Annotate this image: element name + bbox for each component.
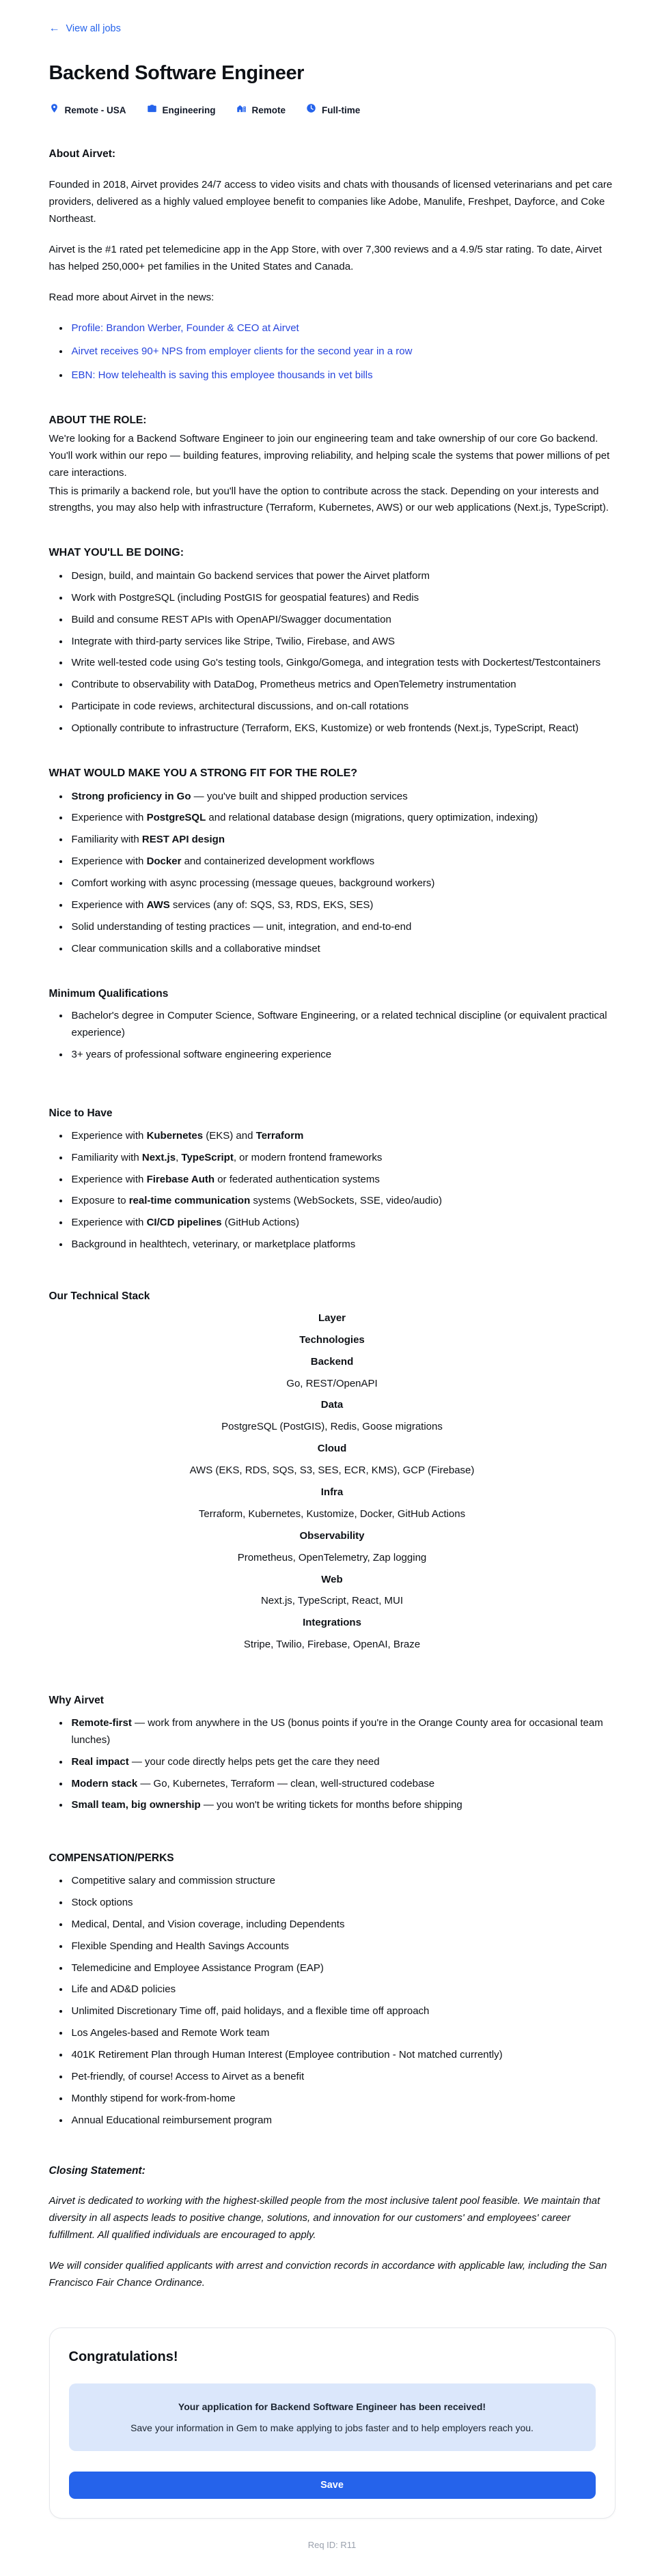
news-link[interactable]: Airvet receives 90+ NPS from employer clients for the second year in a row [71, 345, 413, 358]
compensation-perks-item: • Life and AD&D policies [70, 1981, 615, 1998]
role-heading: ABOUT THE ROLE: [49, 414, 147, 427]
compensation-perks-item: • Unlimited Discretionary Time off, paid holidays, and a flexible time off approach [70, 2003, 615, 2020]
news-list-item [70, 343, 615, 360]
technical-stack-line: AWS (EKS, RDS, SQS, S3, SES, ECR, KMS), GCP (Firebase) [189, 1464, 475, 1477]
technical-stack-line: Integrations [303, 1617, 361, 1629]
doing-list-item: • Integrate with third-party services like Stripe, Twilio, Firebase, and AWS [70, 634, 615, 651]
nice-to-have-heading: Nice to Have [49, 1107, 113, 1120]
role-paragraph-1: We're looking for a Backend Software Engineer to join our engineering team and take ownership of our core Go backend. You'll work within our repo — building features, improving reliability, and helping scale the systems that power millions of pet care interactions. [49, 432, 610, 479]
about-heading: About Airvet: [49, 148, 116, 160]
technical-stack-line: Cloud [317, 1443, 347, 1455]
news-links-list [49, 320, 615, 385]
technical-stack-line: Backend [310, 1355, 354, 1368]
doing-list-item: • Contribute to observability with DataDog, Prometheus metrics and OpenTelemetry instrumentation [70, 677, 615, 694]
briefcase-icon [147, 103, 157, 118]
fit-list [49, 789, 615, 958]
congratulations-title: Congratulations! [68, 2349, 178, 2364]
badge-employment-type [306, 103, 360, 118]
technical-stack-line: Observability [299, 1529, 365, 1542]
news-intro: Read more about Airvet in the news: [49, 291, 215, 303]
why-airvet-item: • Modern stack — Go, Kubernetes, Terraform — clean, well-structured codebase [70, 1776, 615, 1793]
why-airvet-item: • Real impact — your code directly helps pets get the care they need [70, 1754, 615, 1771]
news-link[interactable]: EBN: How telehealth is saving this employee thousands in vet bills [71, 369, 373, 382]
closing-paragraph-1: Airvet is dedicated to working with the highest-skilled people from the most inclusive talent pool feasible. We maintain that diversity in all aspects leads to positive change, solutions, and innovation for our customers' and employees' career fulfillment. All qualified individuals are encouraged to apply. [49, 2195, 600, 2241]
doing-list-item: • Participate in code reviews, architectural discussions, and on-call rotations [70, 698, 615, 716]
minimum-qualifications-list [49, 1008, 615, 1064]
compensation-perks-item: • Monthly stipend for work-from-home [70, 2091, 615, 2108]
compensation-perks-item: • Annual Educational reimbursement program [70, 2112, 615, 2129]
fit-list-item: • Clear communication skills and a collaborative mindset [70, 941, 615, 958]
technical-stack-table [49, 1310, 615, 1654]
fit-list-item: • Comfort working with async processing (message queues, background workers) [70, 875, 615, 892]
nice-to-have-list [49, 1128, 615, 1254]
application-received-subtext: Save your information in Gem to make applying to jobs faster and to help employers reach you. [130, 2422, 534, 2433]
building-icon [236, 103, 247, 118]
technical-stack-line: Infra [320, 1486, 344, 1498]
application-received-headline: Your application for Backend Software Engineer has been received! [178, 2401, 486, 2413]
compensation-perks-item: • Stock options [70, 1895, 615, 1912]
nice-to-have-item: • Background in healthtech, veterinary, or marketplace platforms [70, 1236, 615, 1254]
technical-stack-heading: Our Technical Stack [49, 1290, 150, 1303]
nice-to-have-item: • Experience with Kubernetes (EKS) and Terraform [70, 1128, 615, 1145]
badge-location [49, 103, 126, 118]
news-list-item [70, 367, 615, 384]
compensation-perks-list [49, 1873, 615, 2129]
req-id: Req ID: R11 [307, 2540, 357, 2551]
technical-stack-line: Prometheus, OpenTelemetry, Zap logging [237, 1551, 427, 1563]
closing-paragraph-2: We will consider qualified applicants with arrest and conviction records in accordance with applicable law, including the San Francisco Fair Chance Ordinance. [49, 2260, 607, 2289]
fit-list-item: • Experience with PostgreSQL and relational database design (migrations, query optimization, indexing) [70, 810, 615, 827]
location-pin-icon [49, 103, 59, 118]
minimum-qualifications-heading: Minimum Qualifications [49, 987, 169, 1000]
about-paragraph-1: Founded in 2018, Airvet provides 24/7 access to video visits and chats with thousands of licensed veterinarians and pet care providers, delivered as a highly valued employee benefit to companies like Adobe, Manulife, Freshpet, Dayforce, and Coke Northeast. [49, 179, 613, 225]
role-paragraph-2: This is primarily a backend role, but you'll have the option to contribute across the stack. Depending on your interests and strengths, you may also help with infrastructure (Terraform, Kubernetes, AWS) or our web applications (Next.js, TypeScript). [49, 485, 609, 514]
doing-list [49, 568, 615, 737]
nice-to-have-item: • Experience with CI/CD pipelines (GitHub Actions) [70, 1215, 615, 1232]
badge-location-label: Remote - USA [64, 105, 126, 116]
technical-stack-line: Technologies [299, 1333, 365, 1346]
compensation-perks-item: • Medical, Dental, and Vision coverage, including Dependents [70, 1916, 615, 1934]
fit-list-item: • Familiarity with REST API design [70, 832, 615, 849]
minimum-qualifications-item: • Bachelor's degree in Computer Science, Software Engineering, or a related technical discipline (or equivalent practical experience) [70, 1008, 615, 1042]
technical-stack-line: Layer [318, 1312, 346, 1324]
technical-stack-line: Go, REST/OpenAPI [286, 1377, 378, 1389]
nice-to-have-item: • Experience with Firebase Auth or federated authentication systems [70, 1172, 615, 1189]
fit-list-item: • Experience with AWS services (any of: SQS, S3, RDS, EKS, SES) [70, 897, 615, 914]
application-received-message [69, 2383, 596, 2451]
doing-list-item: • Optionally contribute to infrastructure (Terraform, EKS, Kustomize) or web frontends (Next.js, TypeScript, React) [70, 720, 615, 737]
job-posting-page [44, 0, 621, 2576]
congratulations-card [49, 2327, 615, 2519]
compensation-perks-item: • Flexible Spending and Health Savings Accounts [70, 1938, 615, 1955]
doing-list-item: • Write well-tested code using Go's testing tools, Ginkgo/Gomega, and integration tests with Dockertest/Testcontainers [70, 655, 615, 672]
nice-to-have-item: • Exposure to real-time communication systems (WebSockets, SSE, video/audio) [70, 1193, 615, 1210]
badge-workplace-label: Remote [251, 105, 286, 116]
doing-list-item: • Build and consume REST APIs with OpenAPI/Swagger documentation [70, 612, 615, 629]
badge-department-label: Engineering [162, 105, 216, 116]
closing-statement-heading: Closing Statement: [49, 2164, 146, 2177]
nice-to-have-item: • Familiarity with Next.js, TypeScript, or modern frontend frameworks [70, 1150, 615, 1167]
compensation-perks-item: • Competitive salary and commission structure [70, 1873, 615, 1890]
fit-list-item: • Strong proficiency in Go — you've built and shipped production services [70, 789, 615, 806]
view-all-jobs-label: View all jobs [66, 23, 121, 34]
technical-stack-line: Web [321, 1573, 343, 1585]
about-paragraph-2: Airvet is the #1 rated pet telemedicine app in the App Store, with over 7,300 reviews and a 4.9/5 star rating. To date, Airvet has helped 250,000+ pet families in the United States and Canada. [49, 243, 602, 272]
page-title: Backend Software Engineer [49, 61, 305, 84]
compensation-perks-item: • Los Angeles-based and Remote Work team [70, 2025, 615, 2042]
fit-list-item: • Solid understanding of testing practices — unit, integration, and end-to-end [70, 919, 615, 936]
clock-icon [306, 103, 316, 118]
technical-stack-line: Stripe, Twilio, Firebase, OpenAI, Braze [243, 1639, 421, 1651]
compensation-perks-item: • 401K Retirement Plan through Human Interest (Employee contribution - Not matched currently) [70, 2047, 615, 2064]
news-list-item [70, 320, 615, 337]
badge-department [147, 103, 216, 118]
compensation-perks-heading: COMPENSATION/PERKS [49, 1852, 174, 1865]
why-airvet-item: • Small team, big ownership — you won't be writing tickets for months before shipping [70, 1797, 615, 1814]
minimum-qualifications-item: • 3+ years of professional software engineering experience [70, 1047, 615, 1064]
doing-heading: WHAT YOU'LL BE DOING: [49, 547, 184, 559]
back-arrow-icon: ← [49, 23, 60, 35]
fit-heading: WHAT WOULD MAKE YOU A STRONG FIT FOR THE ROLE? [49, 767, 358, 780]
doing-list-item: • Work with PostgreSQL (including PostGIS for geospatial features) and Redis [70, 590, 615, 607]
technical-stack-line: Data [320, 1399, 344, 1411]
job-meta-badges [49, 103, 615, 118]
fit-list-item: • Experience with Docker and containerized development workflows [70, 853, 615, 871]
save-button[interactable]: Save [69, 2472, 596, 2499]
badge-workplace [236, 103, 286, 118]
why-airvet-list [49, 1715, 615, 1814]
doing-list-item: • Design, build, and maintain Go backend services that power the Airvet platform [70, 568, 615, 585]
news-link[interactable]: Profile: Brandon Werber, Founder & CEO at Airvet [71, 322, 299, 334]
technical-stack-line: Next.js, TypeScript, React, MUI [260, 1595, 404, 1607]
compensation-perks-item: • Pet-friendly, of course! Access to Airvet as a benefit [70, 2069, 615, 2086]
compensation-perks-item: • Telemedicine and Employee Assistance Program (EAP) [70, 1960, 615, 1977]
technical-stack-line: Terraform, Kubernetes, Kustomize, Docker, GitHub Actions [198, 1508, 466, 1520]
view-all-jobs-link[interactable] [49, 20, 121, 37]
why-airvet-heading: Why Airvet [49, 1695, 104, 1707]
technical-stack-line: PostgreSQL (PostGIS), Redis, Goose migrations [221, 1421, 443, 1433]
badge-employment-type-label: Full-time [322, 105, 361, 116]
why-airvet-item: • Remote-first — work from anywhere in the US (bonus points if you're in the Orange County area for occasional team lunches) [70, 1715, 615, 1749]
